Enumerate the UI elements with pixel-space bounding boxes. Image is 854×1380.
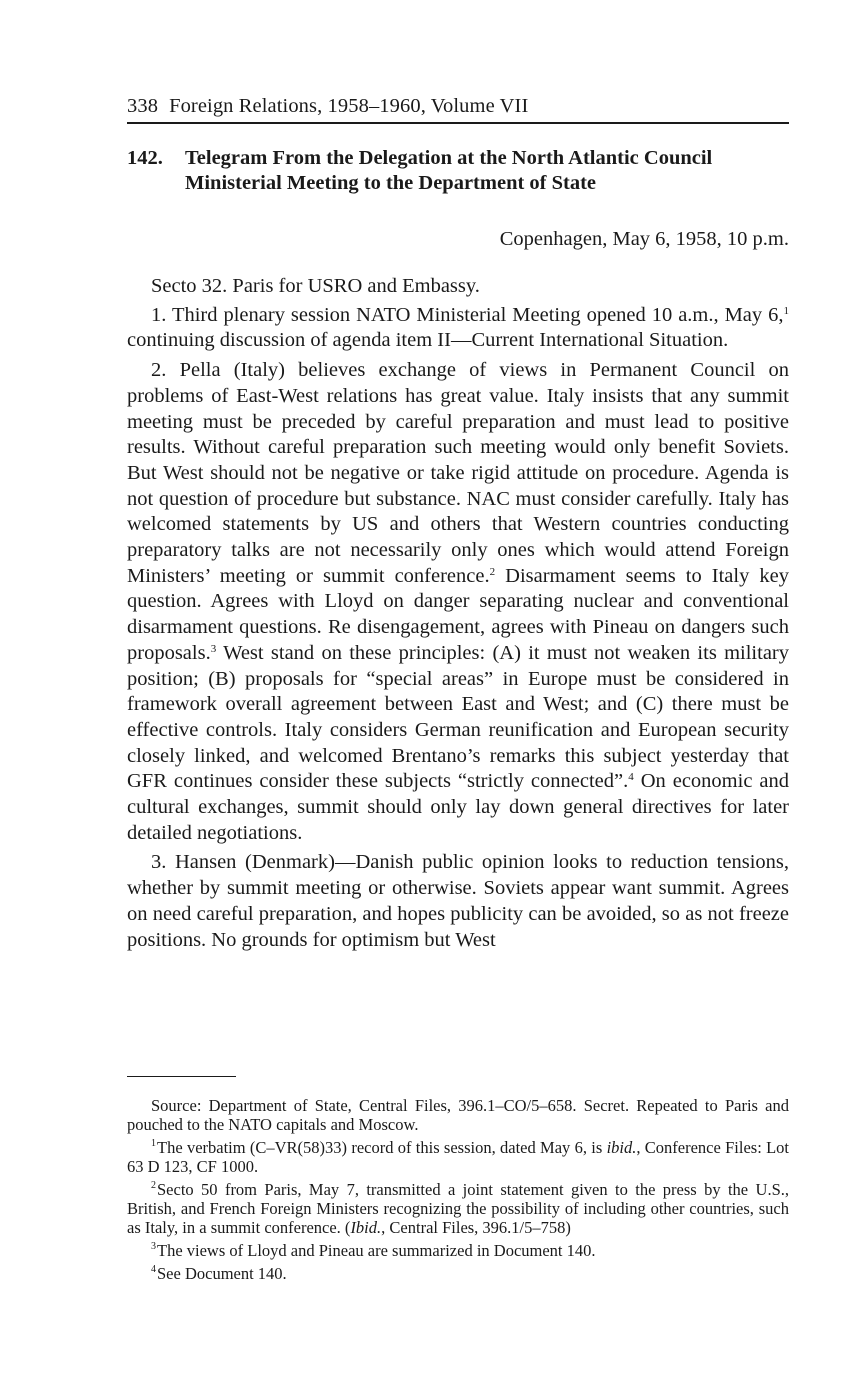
footnote-italic: ibid. xyxy=(606,1138,637,1157)
paragraph-text: 3. Hansen (Denmark)—Danish public opinion looks to reduction tensions, whether by summit meeting or otherwise. Soviets appear want summit. Agrees on need careful preparation, and hopes publicity can be avoided, so as not freeze positions. No grounds for optimism but West xyxy=(127,851,789,951)
footnote-mark: 3 xyxy=(151,1241,156,1252)
footnote-ref-3[interactable]: 3 xyxy=(210,642,217,655)
footnote-text: , Central Files, 396.1/5–758) xyxy=(381,1218,571,1237)
footnote-text: , Conference Files: Lot 63 D 123, CF 1000. xyxy=(127,1138,789,1176)
footnote-text: See Document 140. xyxy=(157,1264,287,1283)
footnote-ref-4[interactable]: 4 xyxy=(628,771,634,784)
footnote-text: The views of Lloyd and Pineau are summarized in Document 140. xyxy=(157,1241,596,1260)
paragraph-1 xyxy=(127,303,789,354)
page xyxy=(127,92,789,957)
paragraph-text: 1. Third plenary session NATO Ministerial Meeting opened 10 a.m., May 6, xyxy=(151,303,784,326)
paragraph-text: 2. Pella (Italy) believes exchange of views in Permanent Council on problems of East-West relations has great value. Italy insists that any summit meeting must be preceded by careful preparation and must lead to positive results. Without careful preparation such meeting would only benefit Soviets. But West should not be negative or take rigid attitude on procedure. Agenda is not question of procedure but substance. NAC must consider carefully. Italy has welcomed statements by US and others that Western countries conducting preparatory talks are not necessarily only ones which would attend Foreign Ministers’ meeting or summit conference. xyxy=(127,359,789,587)
footnote-text: Source: Department of State, Central Files, 396.1–CO/5–658. Secret. Repeated to Paris and pouched to the NATO capitals and Moscow. xyxy=(127,1096,789,1134)
footnote-text: Secto 50 from Paris, May 7, transmitted a joint statement given to the press by the U.S., British, and French Foreign Ministers recognizing the possibility of including other countries, such as Italy, in a summit conference. ( xyxy=(127,1180,789,1237)
footnote-rule xyxy=(127,1076,236,1077)
paragraph-text: continuing discussion of agenda item II—Current International Situation. xyxy=(127,329,729,352)
paragraph-text: On economic and cultural exchanges, summit should only lay down general directives for later detailed negotiations. xyxy=(127,770,789,844)
header-rule xyxy=(127,122,789,124)
paragraph-text: Secto 32. Paris for USRO and Embassy. xyxy=(151,275,480,297)
footnote-text: The verbatim (C–VR(58)33) record of this session, dated May 6, is xyxy=(157,1138,607,1157)
paragraph-secto xyxy=(127,274,789,300)
footnote-ref-2[interactable]: 2 xyxy=(489,565,496,578)
document-title: Telegram From the Delegation at the North Atlantic Council Ministerial Meeting to the Department of State xyxy=(185,147,713,194)
footnote-source xyxy=(127,1096,789,1134)
running-head xyxy=(127,92,789,120)
paragraph-2 xyxy=(127,358,789,846)
footnote-4 xyxy=(127,1264,789,1283)
footnote-1 xyxy=(127,1138,789,1176)
paragraph-text: West stand on these principles: (A) it must not weaken its military position; (B) proposals for “special areas” in Europe must be considered in framework overall agreement between East and West; and (C) there must be effective controls. Italy considers German reunification and European security closely linked, and welcomed Brentano’s remarks this subject yesterday that GFR continues consider these subjects “strictly connected”. xyxy=(127,641,789,793)
dateline: Copenhagen, May 6, 1958, 10 p.m. xyxy=(499,228,789,250)
page-number: 338 xyxy=(127,95,159,117)
footnote-3 xyxy=(127,1241,789,1260)
footnote-2 xyxy=(127,1180,789,1237)
footnote-mark: 2 xyxy=(151,1180,156,1191)
paragraph-text: Disarmament seems to Italy key question. Agrees with Lloyd on danger separating nuclear and conventional disarmament questions. Re disengagement, agrees with Pineau on dangers such proposals. xyxy=(127,564,789,664)
document-number: 142. xyxy=(127,147,163,169)
footnote-mark: 1 xyxy=(151,1138,156,1149)
footnote-ref-1[interactable]: 1 xyxy=(783,304,789,317)
telegram-body xyxy=(127,274,789,953)
footnotes xyxy=(127,1096,789,1287)
document-heading xyxy=(127,146,789,196)
footnote-italic: Ibid. xyxy=(350,1218,382,1237)
series-title: Foreign Relations, 1958–1960, Volume VII xyxy=(169,95,529,117)
footnote-mark: 4 xyxy=(151,1264,156,1275)
paragraph-3 xyxy=(127,850,789,953)
